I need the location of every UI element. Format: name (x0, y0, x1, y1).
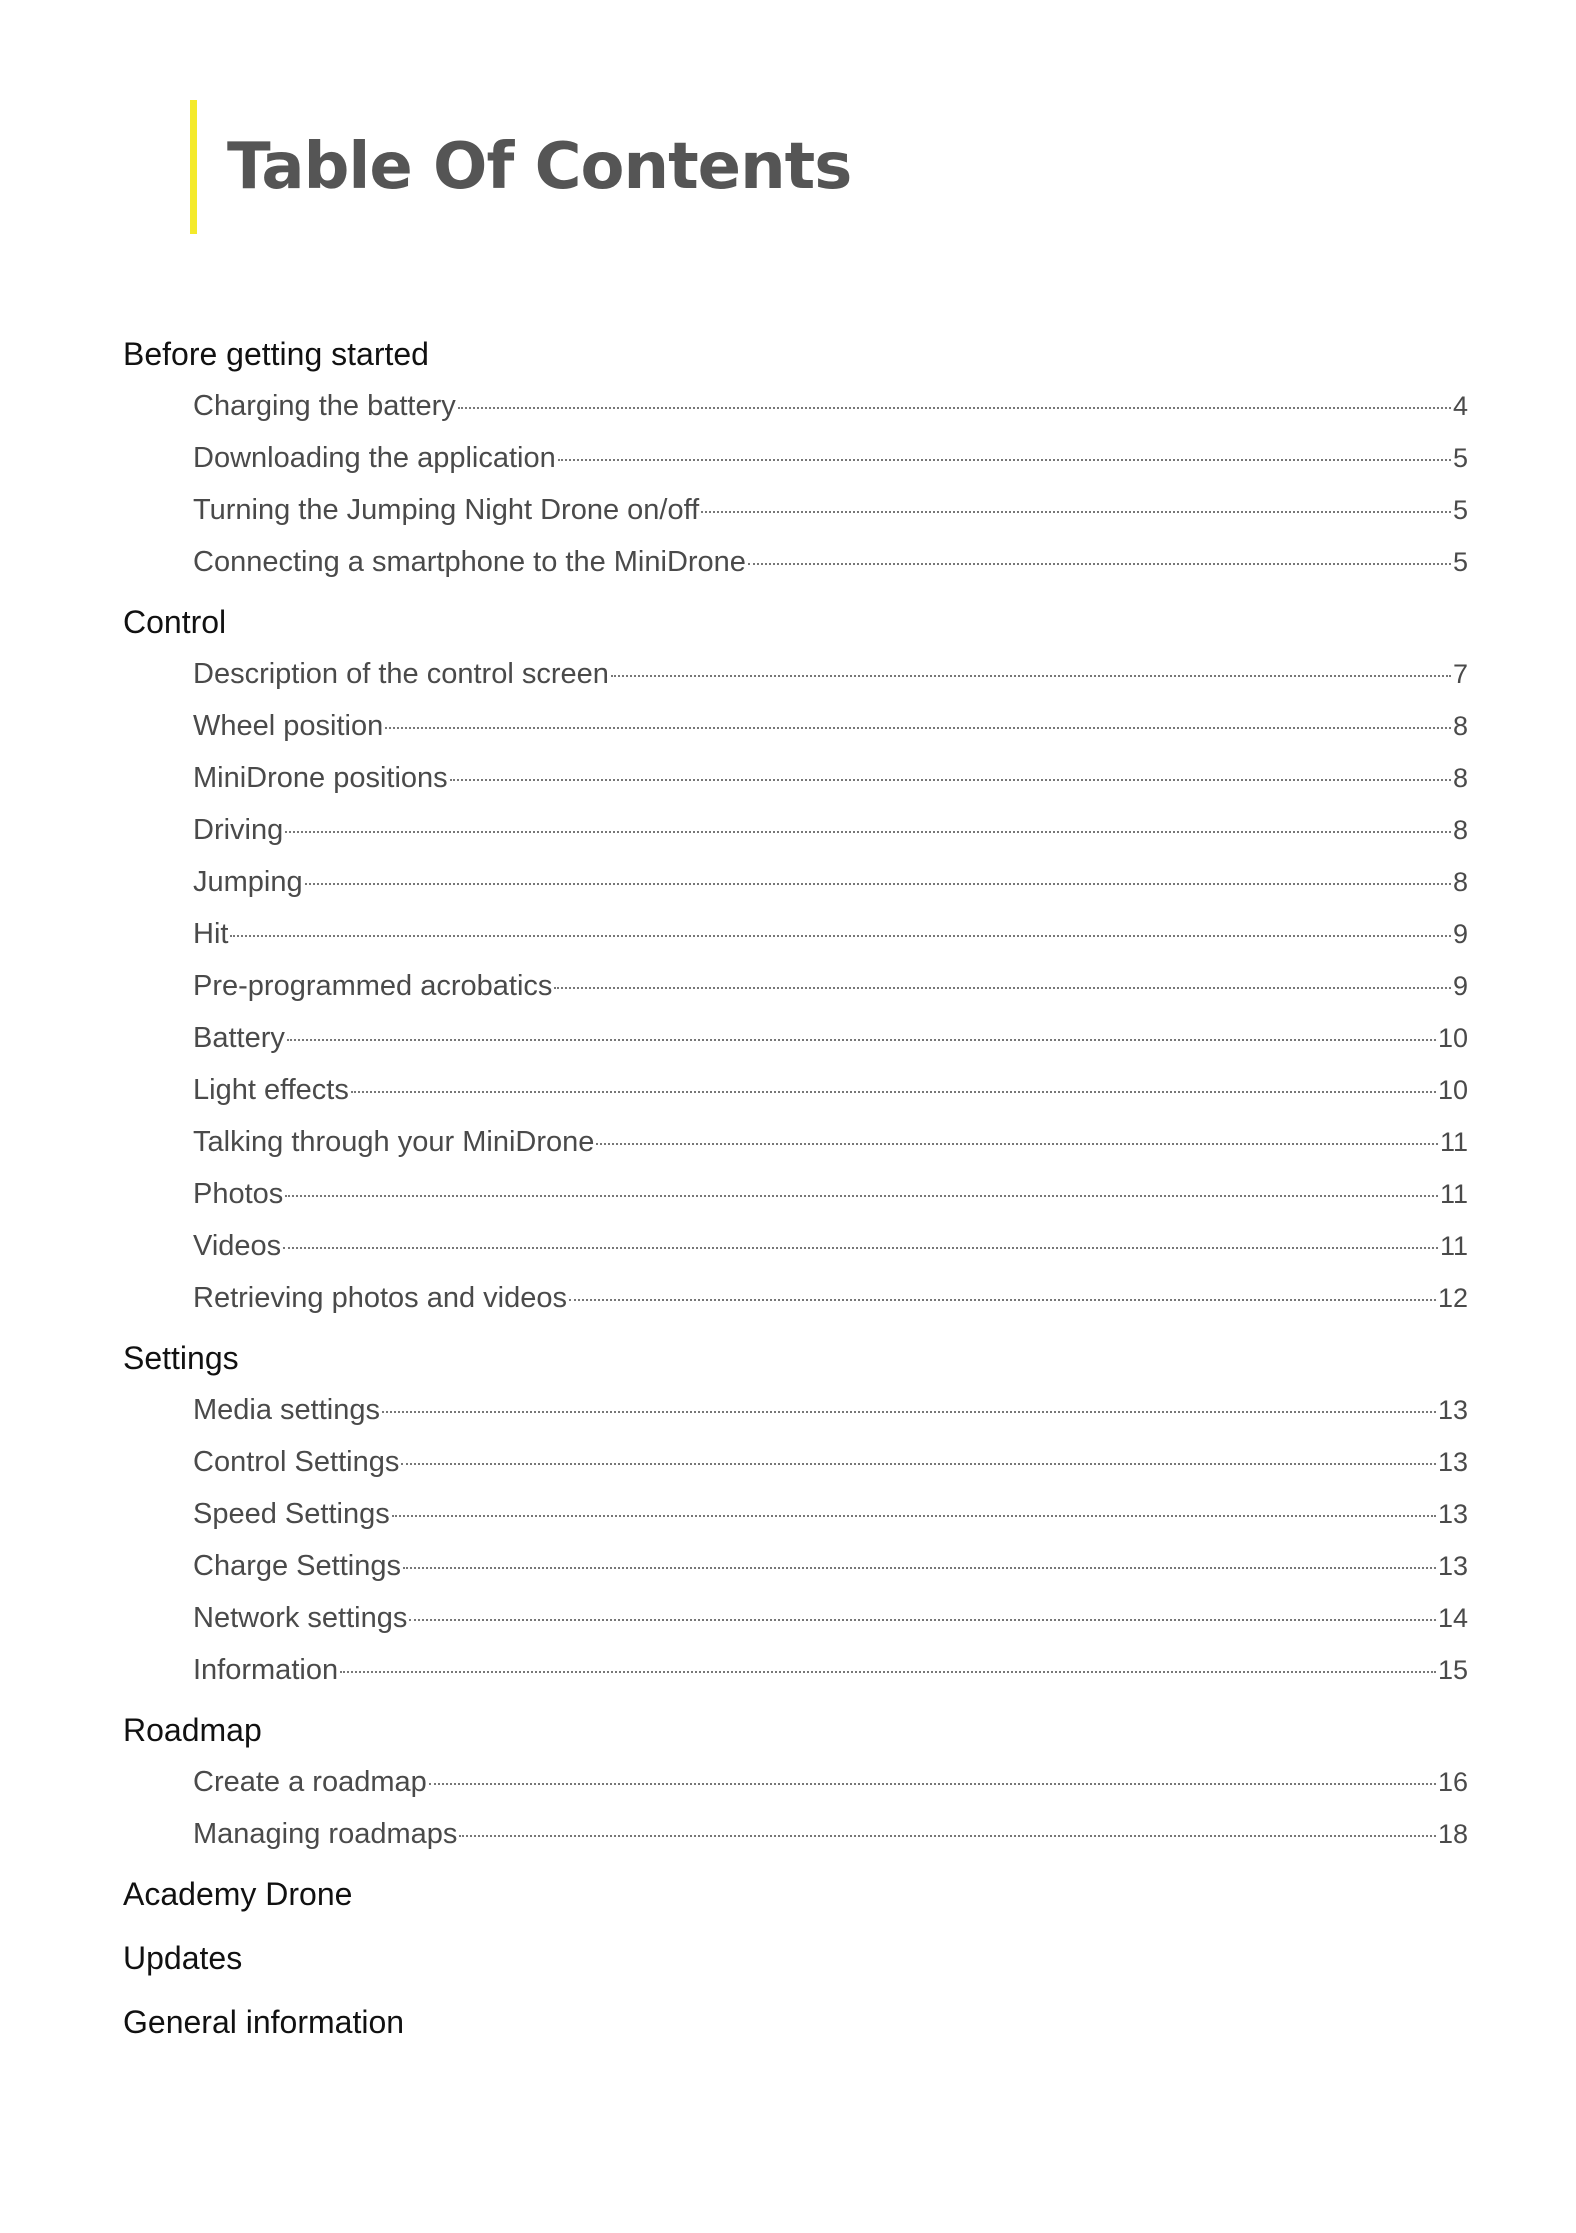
entry-label: Charge Settings (193, 1550, 401, 1582)
toc-section (123, 2000, 1468, 2044)
entry-page-number: 13 (1437, 1447, 1468, 1477)
toc-entry[interactable] (193, 380, 1468, 432)
dot-leader (385, 727, 1451, 729)
toc-entry[interactable] (193, 1012, 1468, 1064)
dot-leader (459, 1835, 1436, 1837)
toc-entry[interactable] (193, 700, 1468, 752)
toc-entry[interactable] (193, 1756, 1468, 1808)
entry-label: Jumping (193, 866, 303, 898)
title-block (190, 100, 851, 234)
entry-label: Managing roadmaps (193, 1818, 458, 1850)
toc-entry[interactable] (193, 484, 1468, 536)
entry-label: Media settings (193, 1394, 380, 1426)
toc-section (123, 1708, 1468, 1860)
toc-entry[interactable] (193, 1384, 1468, 1436)
toc-entry[interactable] (193, 1064, 1468, 1116)
entry-page-number: 7 (1452, 659, 1468, 689)
section-title[interactable]: General information (123, 2004, 405, 2040)
toc-entry[interactable] (193, 804, 1468, 856)
entry-label: Control Settings (193, 1446, 400, 1478)
entry-label: Wheel position (193, 710, 384, 742)
entry-page-number: 11 (1439, 1127, 1468, 1157)
dot-leader (596, 1143, 1438, 1145)
toc-section (123, 1936, 1468, 1980)
toc-section (123, 1336, 1468, 1696)
entry-label: Battery (193, 1022, 285, 1054)
entry-label: Create a roadmap (193, 1766, 427, 1798)
entry-page-number: 11 (1439, 1231, 1468, 1261)
dot-leader (611, 675, 1451, 677)
toc-section (123, 332, 1468, 588)
dot-leader (458, 407, 1451, 409)
section-title[interactable]: Before getting started (123, 336, 429, 372)
table-of-contents (123, 332, 1468, 2064)
toc-entry[interactable] (193, 752, 1468, 804)
toc-section (123, 600, 1468, 1324)
entry-label: Description of the control screen (193, 658, 609, 690)
entry-label: Videos (193, 1230, 282, 1262)
toc-entry[interactable] (193, 1220, 1468, 1272)
dot-leader (429, 1783, 1436, 1785)
dot-leader (287, 1039, 1436, 1041)
entry-label: Hit (193, 918, 229, 950)
toc-entry[interactable] (193, 1540, 1468, 1592)
dot-leader (748, 563, 1451, 565)
entry-label: Retrieving photos and videos (193, 1282, 568, 1314)
entry-page-number: 5 (1452, 495, 1468, 525)
dot-leader (305, 883, 1451, 885)
dot-leader (230, 935, 1451, 937)
entry-label: Speed Settings (193, 1498, 390, 1530)
entry-page-number: 10 (1437, 1075, 1468, 1105)
dot-leader (382, 1411, 1436, 1413)
entry-page-number: 5 (1452, 443, 1468, 473)
dot-leader (283, 1247, 1438, 1249)
entry-page-number: 13 (1437, 1395, 1468, 1425)
entry-label: MiniDrone positions (193, 762, 448, 794)
entry-label: Information (193, 1654, 339, 1686)
dot-leader (340, 1671, 1436, 1673)
entry-page-number: 8 (1452, 763, 1468, 793)
dot-leader (285, 831, 1451, 833)
entry-page-number: 8 (1452, 867, 1468, 897)
dot-leader (401, 1463, 1436, 1465)
section-title[interactable]: Updates (123, 1940, 243, 1976)
entry-page-number: 4 (1452, 391, 1468, 421)
entry-page-number: 9 (1452, 919, 1468, 949)
toc-entry[interactable] (193, 1116, 1468, 1168)
entry-page-number: 8 (1452, 815, 1468, 845)
toc-entry[interactable] (193, 856, 1468, 908)
entry-page-number: 9 (1452, 971, 1468, 1001)
dot-leader (558, 459, 1451, 461)
dot-leader (450, 779, 1451, 781)
dot-leader (569, 1299, 1436, 1301)
section-title[interactable]: Roadmap (123, 1712, 262, 1748)
entry-page-number: 15 (1437, 1655, 1468, 1685)
entry-page-number: 14 (1437, 1603, 1468, 1633)
toc-entry[interactable] (193, 1272, 1468, 1324)
section-title[interactable]: Control (123, 604, 227, 640)
dot-leader (701, 511, 1451, 513)
entry-label: Turning the Jumping Night Drone on/off (193, 494, 700, 526)
toc-entry[interactable] (193, 648, 1468, 700)
toc-entry[interactable] (193, 1488, 1468, 1540)
entry-page-number: 16 (1437, 1767, 1468, 1797)
toc-entry[interactable] (193, 432, 1468, 484)
toc-entry[interactable] (193, 960, 1468, 1012)
toc-entry[interactable] (193, 908, 1468, 960)
entry-page-number: 11 (1439, 1179, 1468, 1209)
entry-page-number: 12 (1437, 1283, 1468, 1313)
entry-page-number: 13 (1437, 1499, 1468, 1529)
entry-label: Photos (193, 1178, 284, 1210)
entry-label: Connecting a smartphone to the MiniDrone (193, 546, 746, 578)
entry-page-number: 18 (1437, 1819, 1468, 1849)
entry-label: Network settings (193, 1602, 408, 1634)
dot-leader (409, 1619, 1436, 1621)
toc-entry[interactable] (193, 1808, 1468, 1860)
entry-label: Talking through your MiniDrone (193, 1126, 595, 1158)
entry-label: Pre-programmed acrobatics (193, 970, 553, 1002)
toc-entry[interactable] (193, 1436, 1468, 1488)
entry-page-number: 5 (1452, 547, 1468, 577)
dot-leader (403, 1567, 1436, 1569)
toc-entry[interactable] (193, 1592, 1468, 1644)
dot-leader (392, 1515, 1436, 1517)
section-title[interactable]: Settings (123, 1340, 239, 1376)
entry-page-number: 10 (1437, 1023, 1468, 1053)
entry-label: Charging the battery (193, 390, 456, 422)
section-title[interactable]: Academy Drone (123, 1876, 353, 1912)
entry-page-number: 13 (1437, 1551, 1468, 1581)
entry-label: Downloading the application (193, 442, 556, 474)
page-title: Table Of Contents (227, 130, 852, 204)
entry-label: Light effects (193, 1074, 349, 1106)
toc-entry[interactable] (193, 1168, 1468, 1220)
dot-leader (285, 1195, 1438, 1197)
toc-section (123, 1872, 1468, 1916)
entry-label: Driving (193, 814, 284, 846)
dot-leader (554, 987, 1451, 989)
dot-leader (351, 1091, 1436, 1093)
toc-entry[interactable] (193, 536, 1468, 588)
toc-entry[interactable] (193, 1644, 1468, 1696)
entry-page-number: 8 (1452, 711, 1468, 741)
